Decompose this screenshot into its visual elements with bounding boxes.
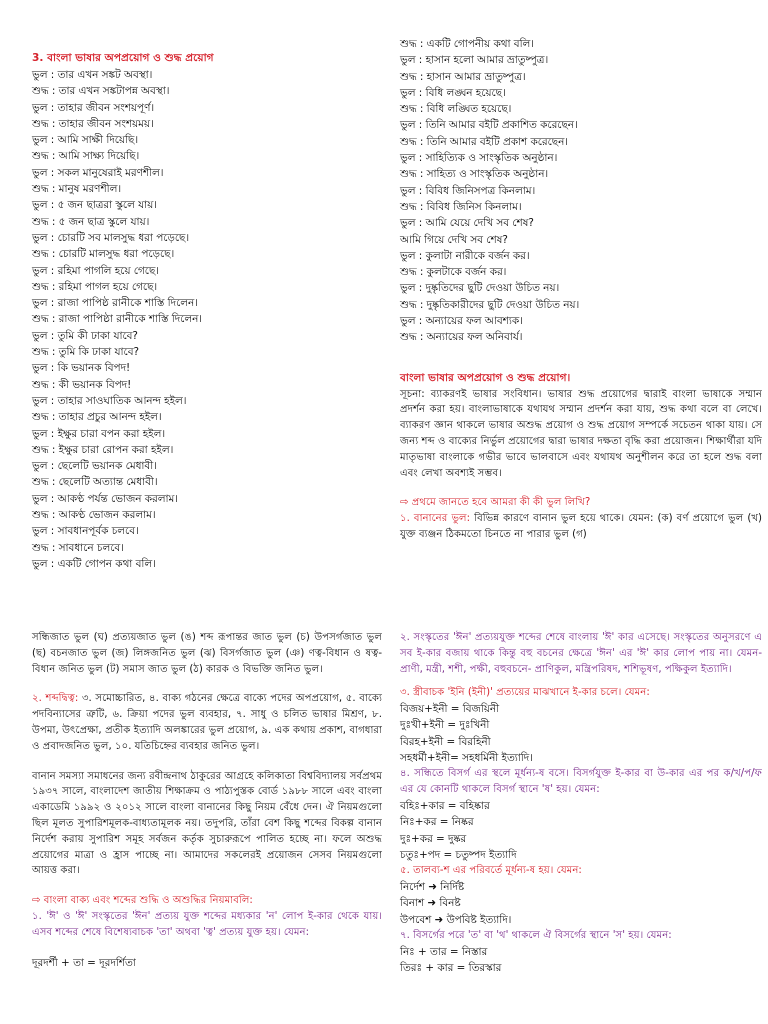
rule-3: ৩. স্ত্রীবাচক 'ইনি (ইনী)' প্রত্যয়ের মাঝখানে ই-কার চলে। যেমন: (400, 687, 650, 699)
item-2 (32, 691, 382, 754)
correction-line: শুদ্ধ : রহিমা পাগল হয়ে গেছে। (32, 280, 158, 293)
section-heading-2: বাংলা ভাষার অপপ্রয়োগ ও শুদ্ধ প্রয়োগ। (400, 371, 571, 384)
correction-line: শুদ্ধ : চোরটি মালসুদ্ধ ধরা পড়েছে। (32, 248, 175, 261)
correction-line: শুদ্ধ : অন্যায়ের ফল অনিবার্য। (400, 331, 523, 344)
correction-line: শুদ্ধ : কী ভয়ানক বিপদ! (32, 378, 132, 391)
correction-line: শুদ্ধ : একটি গোপনীয় কথা বলি। (400, 38, 535, 50)
correction-line: শুদ্ধ : বিধি লঙ্ঘিত হয়েছে। (400, 103, 512, 116)
correction-line: শুদ্ধ : দুষ্কৃতিকারীদের ছুটি দেওয়া উচিত নয়। (400, 298, 580, 311)
rule-1-example: দূরদর্শী + তা = দূরদর্শিতা (32, 956, 136, 969)
error-types-paragraph: সন্ধিজাত ভুল (ঘ) প্রত্যয়জাত ভুল (ঙ) শব্দ রূপান্তর জাত ভুল (চ) উপসর্গজাত ভুল (ছ) বচনজাত ভুল (জ) লিঙ্গজনিত ভুল (ঝ) বিসর্গজাত ভুল (ঞ) ণত্ব-বিধান ও ষত্ব-বিধান জনিত ভুল (ট) সমাস জাত ভুল (ঠ) কারক ও বিভক্তি জনিত ভুল। (32, 632, 382, 675)
correction-line: ভুল : সকল মানুষেরাই মরণশীল। (32, 166, 164, 179)
correction-line: ভুল : বিবিধ জিনিসপত্র কিনলাম। (400, 184, 536, 197)
correction-list (32, 67, 382, 572)
correction-line: ভুল : হাসান হলো আমার ভ্রাতুষ্পুত্র। (400, 54, 549, 67)
correction-line: ভুল : তুমি কী ঢাকা যাবে? (32, 329, 138, 342)
example-line: চতুঃ+পদ = চতুষ্পদ ইত্যাদি (400, 848, 517, 861)
correction-line: ভুল : বিধি লঙ্ঘন হয়েছে। (400, 86, 506, 99)
top-right-column (400, 36, 762, 543)
spelling-history-paragraph: বানান সমস্যা সমাধনের জন্য রবীন্দ্রনাথ ঠাকুরের আগ্রহে কলিকাতা বিশ্ববিদ্যালয় সর্বপ্রথম ১৯৩৭ সালে, বাংলাদেশ জাতীয় শিক্ষাক্রম ও পাঠ্যপুস্তক বোর্ড ১৯৮৮ সালে এবং বাংলা একাডেমি ১৯৯২ ও ২০১২ সালে বাংলা বানানের কিছু নিয়ম বেঁধে দেন। ঐ নিয়মগুলো ছিল মূলত সুপারিশমূলক-বাধ্যতামূলক নয়। তদুপরি, তাঁরা বেশ কিছু শব্দের বিকল্প বানান নির্দেশ করায় সুপারিশ সমূহ সর্বজন কর্তৃক সুচারুরূপে পালিত হচ্ছে না। ফলে অশুদ্ধ প্রয়োগের মাত্রা ও হ্রাস পাচ্ছে না। আমাদের সকলেরই প্রয়োজন সেসব নিয়মগুলো আয়ত্ত করা। (32, 770, 382, 877)
example-line: নিঃ + তার = নিস্তার (400, 945, 488, 958)
correction-line: ভুল : আকণ্ঠ পর্যন্ত ভোজন করলাম। (32, 492, 178, 505)
correction-line: ভুল : ইক্ষুর চারা বপন করা হইল। (32, 427, 166, 440)
correction-line: শুদ্ধ : ৫ জন ছাত্র স্কুলে যায়। (32, 215, 150, 228)
correction-line: ভুল : চোরটি সব মালসুদ্ধ ধরা পড়েছে। (32, 231, 190, 244)
correction-line: ভুল : কি ভয়ানক বিপদ! (32, 362, 131, 375)
example-line: উপবেশ ➜ উপবিষ্ট ইত্যাদি। (400, 913, 512, 926)
correction-line: ভুল : তাহার সাওঘাতিক আনন্দ হইল। (32, 394, 187, 407)
correction-list-continued (400, 36, 762, 346)
example-line: তিরঃ + কার = তিরস্কার (400, 961, 502, 974)
bottom-left-column (32, 630, 382, 971)
question-heading: ⇨ প্রথমে জানতে হবে আমরা কী কী ভুল লিখি? (400, 497, 591, 509)
correction-line: ভুল : সাহিত্যিক ও সাংস্কৃতিক অনুষ্ঠান। (400, 152, 558, 165)
correction-line: শুদ্ধ : মানুষ মরণশীল। (32, 183, 122, 196)
correction-line: শুদ্ধ : বিবিধ জিনিস কিনলাম। (400, 200, 522, 213)
correction-line: শুদ্ধ : হাসান আমার ভ্রাতুষ্পুত্র। (400, 70, 526, 83)
correction-line: আমি গিয়ে দেখি সব শেষ? (400, 233, 508, 246)
correction-line: ভুল : কুলাটা নারীকে বর্জন কর। (400, 249, 530, 262)
rule-2: ২. সংস্কৃতের 'ঈন' প্রত্যয়যুক্ত শব্দের শেষে বাংলায় 'ঈ' কার এসেছে। সংস্কৃতের অনুসরণে এ সব ই-কার বজায় থাকে কিন্তু বহু বচনের ক্ষেত্রে 'ঈন' এর 'ঈ' কার লোপ পায় না। যেমন- প্রাণী, মন্ত্রী, শশী, পক্ষী, বহুবচনে- প্রাণিকুল, মন্ত্রিপরিষদ, শশিভূষণ, পক্ষিকুল ইত্যাদি। (400, 632, 762, 675)
correction-line: ভুল : আমি সাক্ষী দিয়েছি। (32, 134, 139, 147)
correction-line: ভুল : তিনি আমার বইটি প্রকাশিত করেছেন। (400, 119, 578, 132)
example-line: দুঃখী+ইনী = দুঃখিনী (400, 719, 490, 732)
correction-line: শুদ্ধ : রাজা পাপিষ্ঠা রানীকে শাস্তি দিলেন। (32, 313, 203, 326)
section-heading: 3. বাংলা ভাষার অপপ্রয়োগ ও শুদ্ধ প্রয়োগ (32, 52, 214, 64)
bottom-right-column (400, 630, 762, 976)
correction-line: ভুল : তাহার জীবন সংশয়পূর্ণ। (32, 101, 155, 114)
item-2-label: ২. শব্দদ্বিত্ব: (32, 693, 79, 705)
example-line: সহধর্মী+ইনী= সহধর্মিনী ইত্যাদি। (400, 752, 533, 765)
item-1-label: ১. বানানের ভুল: (400, 513, 471, 525)
example-line: বিনাশ ➜ বিনষ্ট (400, 897, 461, 910)
rule-5: ৫. তালব্য-শ এর পরিবর্তে মূর্ধন্য-ষ হয়। যেমন: (400, 865, 582, 877)
rule-3-examples (400, 701, 762, 766)
intro-paragraph: সূচনা: ব্যাকরণই ভাষার সংবিধান। ভাষার শুদ্ধ প্রয়োগের দ্বারাই বাংলা ভাষাকে সম্মান প্রদর্শন করা হয়। বাংলাভাষাকে যথাযথ সম্মান প্রদর্শন করা যায়, শুদ্ধ কথা বলে বা লেখে। ব্যাকরণ জ্ঞান থাকলে ভাষার অশুদ্ধ প্রয়োগ ও শুদ্ধ প্রয়োগ সম্পর্কে সচেতন থাকা যায়। সে জন্য শব্দ ও বাক্যের নির্ভুল প্রয়োগের দ্বারা ভাষার দক্ষতা বৃদ্ধি করা প্রয়োজন। শিক্ষার্থীরা যদি মাতৃভাষা বাংলাকে গভীর ভাবে ভালবাসে এবং যথাযথ অনুশীলন করে তা হলে শুদ্ধ বলা এবং লেখা অবশ্যই সম্ভব। (400, 388, 762, 479)
correction-line: শুদ্ধ : কুলটাকে বর্জন কর। (400, 266, 507, 279)
example-line: বিরহ+ইনী = বিরহিনী (400, 735, 491, 748)
rule-7-examples (400, 944, 762, 977)
rule-5-examples (400, 879, 762, 928)
correction-line: ভুল : তার এখন সঙ্কট অবস্থা। (32, 69, 153, 81)
correction-line: শুদ্ধ : তাহার প্রচুর আনন্দ হইল। (32, 411, 162, 424)
correction-line: শুদ্ধ : সাবধানে চলবে। (32, 541, 124, 554)
rules-heading: ⇨ বাংলা বাক্য এবং শব্দের শুদ্ধি ও অশুদ্ধির নিয়মাবলি: (32, 895, 253, 907)
correction-line: ভুল : দুষ্কৃতিদের ছুটি দেওয়া উচিত নয়। (400, 282, 560, 295)
item-1-text: বিভিন্ন কারণে বানান ভুল হয়ে থাকে। যেমন: (ক) বর্ণ প্রয়োগে ভুল (খ) যুক্ত ব্যঞ্জন ঠিকমতো চিনতে না পারার ভুল (গ) (400, 513, 762, 541)
correction-line: শুদ্ধ : আমি সাক্ষ্য দিয়েছি। (32, 150, 140, 163)
correction-line: শুদ্ধ : ছেলেটি অত্যান্ত মেধাবী। (32, 476, 158, 489)
correction-line: শুদ্ধ : সাহিত্য ও সাংস্কৃতিক অনুষ্ঠান। (400, 168, 549, 181)
example-line: দুঃ+কর = দুষ্কর (400, 832, 467, 845)
top-left-column (32, 50, 382, 572)
correction-line: ভুল : একটি গোপন কথা বলি। (32, 557, 156, 570)
correction-line: শুদ্ধ : তুমি কি ঢাকা যাবে? (32, 346, 140, 359)
item-2-text: ৩. সমোচ্চারিত, ৪. বাক্য গঠনের ক্ষেত্রে বাক্যে পদের অপপ্রয়োগ, ৫. বাক্যে পদবিন্যাসের ত্রুটি, ৬. ক্রিয়া পদের ভুল ব্যবহার, ৭. সাধু ও চলিত ভাষার মিশ্রণ, ৮. উপমা, উৎপ্রেক্ষা, প্রতীক ইত্যাদি অলঙ্কারের ভুল প্রয়োগ, ৯. এক কথায় প্রকাশ, বাগধারা ও প্রবাদজনিত ভুল, ১০. যতিচিহ্নের ব্যবহার জনিত ভুল। (32, 693, 382, 752)
correction-line: শুদ্ধ : ইক্ষুর চারা রোপন করা হইল। (32, 443, 174, 456)
correction-line: ভুল : রাজা পাপিষ্ঠ রানীকে শাস্তি দিলেন। (32, 297, 198, 310)
correction-line: ভুল : সাবধানপূর্বক চলবে। (32, 525, 139, 538)
rule-7: ৭. বিসর্গের পরে 'ত' বা 'থ' থাকলে ঐ বিসর্গের স্থানে 'স' হয়। যেমন: (400, 929, 672, 941)
correction-line: শুদ্ধ : আকণ্ঠ ভোজন করলাম। (32, 509, 156, 522)
rule-1: ১. 'ঈ' ও 'ঈ' সংস্কৃতের 'ঈন' প্রত্যয় যুক্ত শব্দের মধ্যকার 'ন' লোপ ই-কার থেকে যায়। এসব শব্দের শেষে বিশেষ্যবাচক 'তা' অথবা 'ত্ব' প্রত্যয় যুক্ত হয়। যেমন: (32, 910, 382, 938)
bottom-page (0, 512, 768, 1024)
correction-line: ভুল : ছেলেটি ভয়ানক মেধাবী। (32, 460, 157, 473)
rule-4-examples (400, 798, 762, 863)
correction-line: ভুল : আমি যেয়ে দেখি সব শেষ? (400, 217, 534, 230)
correction-line: শুদ্ধ : তার এখন সঙ্কটাপন্ন অবস্থা। (32, 85, 170, 98)
correction-line: শুদ্ধ : তাহার জীবন সংশয়ময়। (32, 117, 154, 130)
correction-line: ভুল : অন্যায়ের ফল আবশ্যক। (400, 315, 523, 328)
correction-line: ভুল : রহিমা পাগলি হয়ে গেছে। (32, 264, 159, 277)
correction-line: ভুল : ৫ জন ছাত্ররা স্কুলে যায়। (32, 199, 157, 212)
example-line: নির্দেশ ➜ নির্দিষ্ট (400, 880, 465, 893)
correction-line: শুদ্ধ : তিনি আমার বইটি প্রকাশ করেছেন। (400, 135, 569, 148)
example-line: নিঃ+কর = নিষ্কর (400, 816, 474, 829)
example-line: বহিঃ+কার = বহিষ্কার (400, 799, 490, 812)
rule-4: ৪. সন্ধিতে বিসর্গ এর স্থলে মূর্ধন্য-ষ বসে। বিসর্গযুক্ত ই-কার বা উ-কার এর পর ক/খ/প/ফ এর যে কোনটি থাকলে বিসর্গ স্থানে 'ষ' হয়। যেমন: (400, 768, 762, 796)
example-line: বিজয়+ইনী = বিজয়িনী (400, 703, 500, 716)
